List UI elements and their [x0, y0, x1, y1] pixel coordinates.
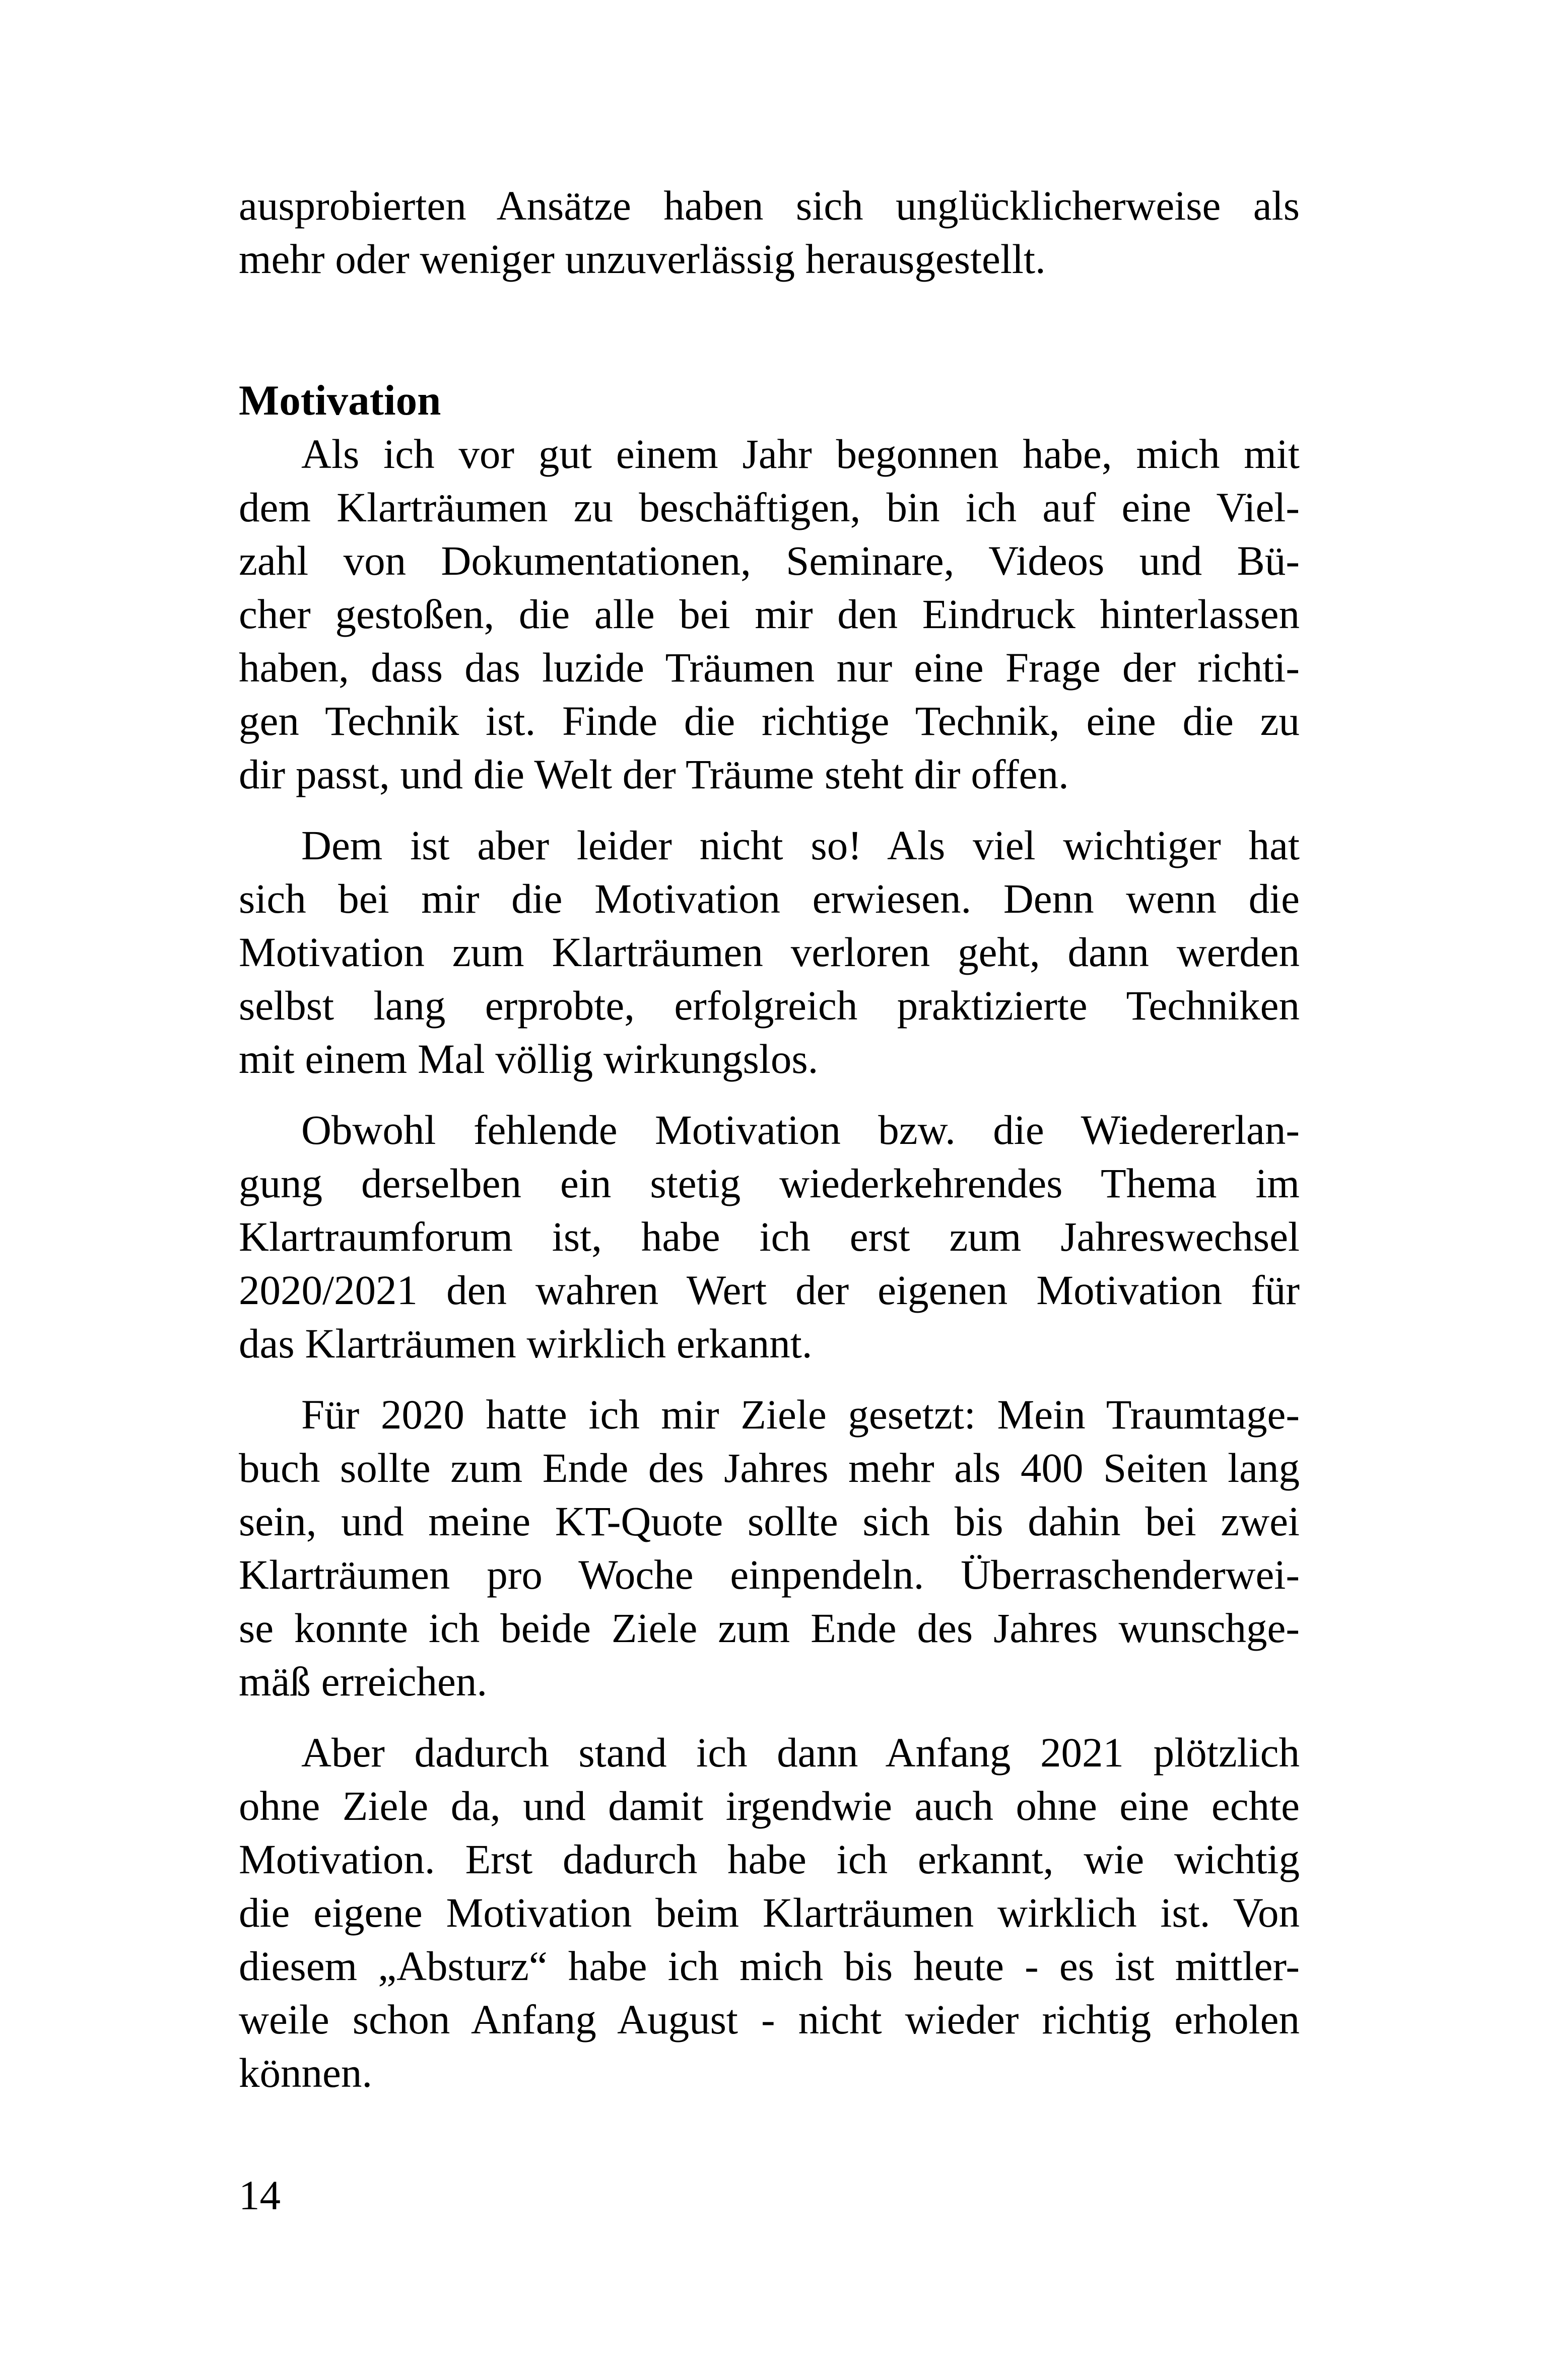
text-line: Für 2020 hatte ich mir Ziele gesetzt: Mein Traumtage- — [301, 1391, 1300, 1438]
text-line: haben, dass das luzide Träumen nur eine Frage der richti- — [239, 644, 1300, 691]
intro-paragraph — [239, 179, 1300, 286]
text-line: Obwohl fehlende Motivation bzw. die Wiedererlan- — [301, 1107, 1300, 1153]
page-number: 14 — [239, 2172, 281, 2218]
text-line: Dem ist aber leider nicht so! Als viel wichtiger hat — [301, 822, 1300, 868]
section-heading: Motivation — [239, 377, 441, 424]
text-line: sich bei mir die Motivation erwiesen. Denn wenn die — [239, 875, 1300, 922]
text-line: 2020/2021 den wahren Wert der eigenen Motivation für — [239, 1267, 1300, 1313]
text-line: gung derselben ein stetig wiederkehrendes Thema im — [239, 1160, 1300, 1206]
text-line: ohne Ziele da, und damit irgendwie auch ohne eine echte — [239, 1783, 1300, 1829]
text-line: selbst lang erprobte, erfolgreich praktizierte Techniken — [239, 982, 1300, 1029]
text-line: können. — [239, 2050, 373, 2096]
text-line: sein, und meine KT-Quote sollte sich bis dahin bei zwei — [239, 1498, 1300, 1544]
text-line: mehr oder weniger unzuverlässig herausgestellt. — [239, 236, 1046, 282]
text-line: dem Klarträumen zu beschäftigen, bin ich auf eine Viel- — [239, 484, 1300, 530]
text-line: weile schon Anfang August - nicht wieder richtig erholen — [239, 1996, 1300, 2043]
text-line: mit einem Mal völlig wirkungslos. — [239, 1036, 819, 1082]
text-line: buch sollte zum Ende des Jahres mehr als 400 Seiten lang — [239, 1445, 1300, 1491]
text-line: die eigene Motivation beim Klarträumen wirklich ist. Von — [239, 1889, 1300, 1936]
text-line: mäß erreichen. — [239, 1658, 488, 1705]
text-line: diesem „Absturz“ habe ich mich bis heute - es ist mittler- — [239, 1943, 1300, 1989]
text-line: Motivation zum Klarträumen verloren geht, dann werden — [239, 929, 1300, 975]
text-line: cher gestoßen, die alle bei mir den Eindruck hinterlassen — [239, 591, 1300, 637]
text-line: dir passt, und die Welt der Träume steht dir offen. — [239, 751, 1069, 797]
text-line: ausprobierten Ansätze haben sich unglücklicherweise als — [239, 182, 1300, 229]
paragraph-2 — [239, 819, 1300, 1085]
paragraph-3 — [239, 1103, 1300, 1370]
book-page — [239, 179, 1300, 2099]
text-line: Als ich vor gut einem Jahr begonnen habe, mich mit — [301, 431, 1300, 477]
text-line: Motivation. Erst dadurch habe ich erkannt, wie wichtig — [239, 1836, 1300, 1882]
paragraph-4 — [239, 1388, 1300, 1708]
paragraph-5 — [239, 1726, 1300, 2099]
paragraph-1 — [239, 427, 1300, 801]
text-line: Klarträumen pro Woche einpendeln. Überraschenderwei- — [239, 1551, 1300, 1598]
text-line: Klartraumforum ist, habe ich erst zum Jahreswechsel — [239, 1213, 1300, 1260]
text-line: se konnte ich beide Ziele zum Ende des Jahres wunschge- — [239, 1605, 1300, 1651]
text-line: gen Technik ist. Finde die richtige Technik, eine die zu — [239, 698, 1300, 744]
text-line: Aber dadurch stand ich dann Anfang 2021 plötzlich — [301, 1729, 1300, 1776]
text-line: das Klarträumen wirklich erkannt. — [239, 1320, 813, 1367]
text-line: zahl von Dokumentationen, Seminare, Videos und Bü- — [239, 537, 1300, 584]
